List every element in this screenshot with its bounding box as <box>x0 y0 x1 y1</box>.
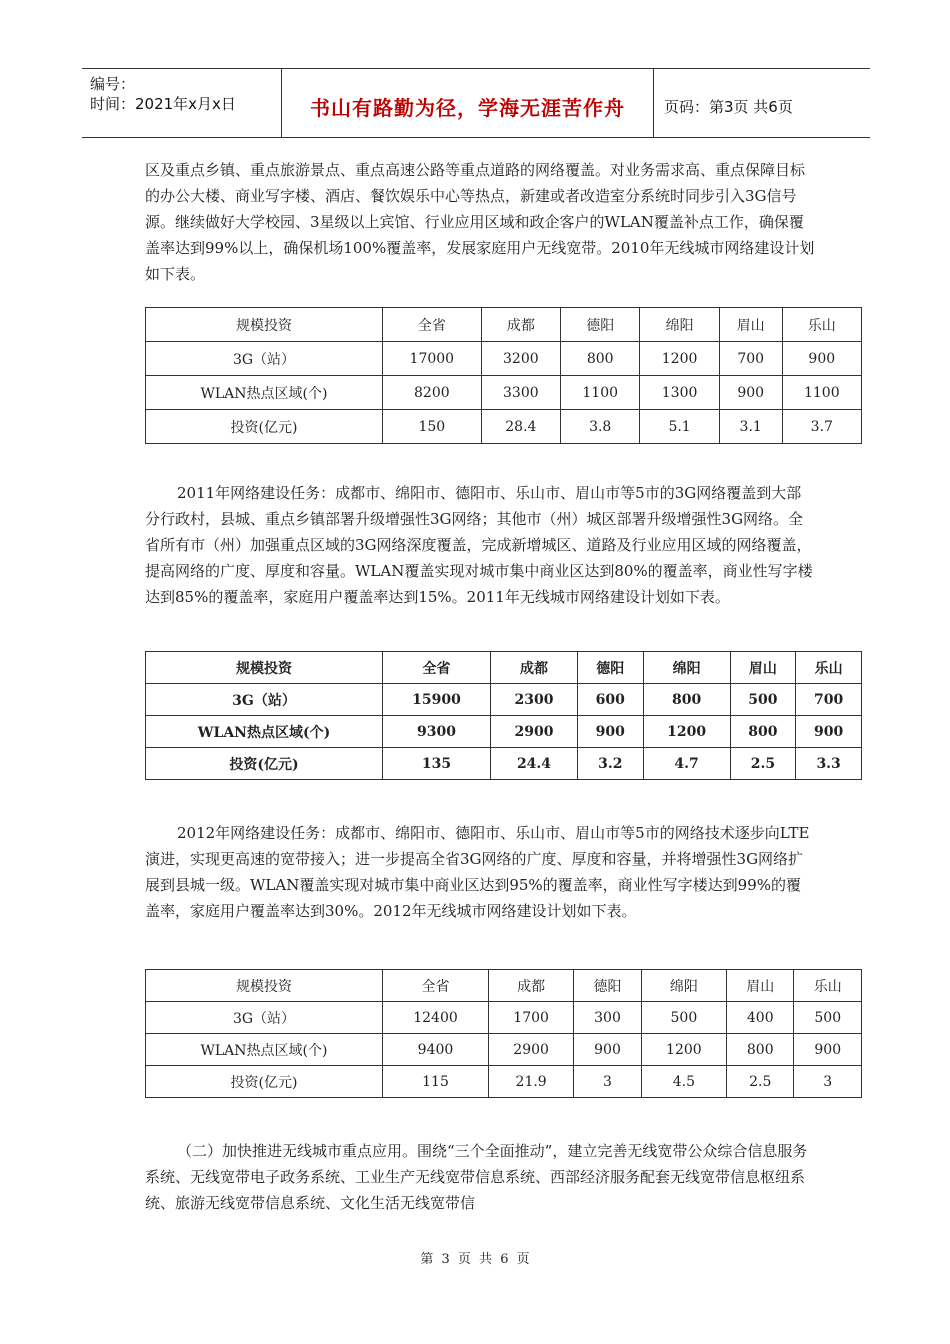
table-cell: 3.2 <box>577 748 643 780</box>
page-header <box>82 68 870 138</box>
header-motto: 书山有路勤为径，学海无涯苦作舟 <box>282 69 654 137</box>
table-row <box>146 1002 862 1034</box>
table-cell: 800 <box>727 1034 794 1066</box>
table-cell: 2900 <box>491 716 578 748</box>
table-cell: 700 <box>796 684 862 716</box>
table-cell: 150 <box>383 410 482 444</box>
table-cell: 5.1 <box>640 410 719 444</box>
table-cell: 2.5 <box>727 1066 794 1098</box>
table-cell: 900 <box>719 376 782 410</box>
table-cell: 900 <box>796 716 862 748</box>
table-cell: 规模投资 <box>146 308 383 342</box>
table-cell: 900 <box>794 1034 862 1066</box>
table-cell: 1200 <box>641 1034 726 1066</box>
table-cell: 3.3 <box>796 748 862 780</box>
table-cell: 全省 <box>383 970 489 1002</box>
table-cell: 乐山 <box>794 970 862 1002</box>
table-cell: 3G（站） <box>146 684 383 716</box>
doc-date-label: 时间：2021年x月x日 <box>90 95 236 113</box>
table-row <box>146 1066 862 1098</box>
page-footer: 第 3 页 共 6 页 <box>420 1252 530 1267</box>
table-cell: 眉山 <box>730 652 796 684</box>
table-cell: 900 <box>574 1034 641 1066</box>
table-cell: 3G（站） <box>146 342 383 376</box>
table-cell: 1300 <box>640 376 719 410</box>
table-cell: 投资(亿元) <box>146 1066 383 1098</box>
table-cell: 2900 <box>488 1034 573 1066</box>
table-cell: 成都 <box>491 652 578 684</box>
table-cell: 眉山 <box>727 970 794 1002</box>
table-row <box>146 716 862 748</box>
table-cell: 9400 <box>383 1034 489 1066</box>
table-cell: 3.7 <box>782 410 861 444</box>
table-cell: 绵阳 <box>640 308 719 342</box>
table-row <box>146 342 862 376</box>
table-cell: 17000 <box>383 342 482 376</box>
table-cell: 1100 <box>561 376 640 410</box>
table-cell: 600 <box>577 684 643 716</box>
table-cell: 4.7 <box>643 748 730 780</box>
table-cell: 500 <box>794 1002 862 1034</box>
paragraph-2011: 2011年网络建设任务：成都市、绵阳市、德阳市、乐山市、眉山市等5市的3G网络覆盖到大部分行政村，县城、重点乡镇部署升级增强性3G网络；其他市（州）城区部署升级增强性3G网络。全省所有市（州）加强重点区域的3G网络深度覆盖，完成新增城区、道路及行业应用区域的网络覆盖，提高网络的广度、厚度和容量。WLAN覆盖实现对城市集中商业区达到80%的覆盖率，商业性写字楼达到85%的覆盖率，家庭用户覆盖率达到15%。2011年无线城市网络建设计划如下表。 <box>145 484 813 606</box>
table-cell: 21.9 <box>488 1066 573 1098</box>
table-cell: 12400 <box>383 1002 489 1034</box>
table-cell: 900 <box>577 716 643 748</box>
paragraph-key-applications: （二）加快推进无线城市重点应用。围绕“三个全面推动”，建立完善无线宽带公众综合信息服务系统、无线宽带电子政务系统、工业生产无线宽带信息系统、西部经济服务配套无线宽带信息枢纽系统、旅游无线宽带信息系统、文化生活无线宽带信 <box>145 1142 808 1212</box>
table-cell: 2.5 <box>730 748 796 780</box>
doc-number-label: 编号： <box>90 75 136 93</box>
table-2010-plan <box>145 307 862 444</box>
table-header-row <box>146 970 862 1002</box>
table-cell: 1200 <box>640 342 719 376</box>
table-cell: WLAN热点区域(个) <box>146 376 383 410</box>
table-cell: 700 <box>719 342 782 376</box>
table-cell: 800 <box>730 716 796 748</box>
paragraph-intro: 区及重点乡镇、重点旅游景点、重点高速公路等重点道路的网络覆盖。对业务需求高、重点保障目标的办公大楼、商业写字楼、酒店、餐饮娱乐中心等热点，新建或者改造室分系统时同步引入3G信号源。继续做好大学校园、3星级以上宾馆、行业应用区域和政企客户的WLAN覆盖补点工作，确保覆盖率达到99%以上，确保机场100%覆盖率，发展家庭用户无线宽带。2010年无线城市网络建设计划如下表。 <box>145 161 815 283</box>
table-cell: 115 <box>383 1066 489 1098</box>
table-cell: 3.8 <box>561 410 640 444</box>
table-cell: 全省 <box>383 308 482 342</box>
table-cell: 400 <box>727 1002 794 1034</box>
table-cell: 500 <box>730 684 796 716</box>
table-2012-plan <box>145 969 862 1098</box>
table-cell: 135 <box>383 748 491 780</box>
table-cell: 300 <box>574 1002 641 1034</box>
header-page-number: 页码：第3页 共6页 <box>664 97 793 116</box>
table-cell: 4.5 <box>641 1066 726 1098</box>
table-header-row <box>146 308 862 342</box>
table-cell: 500 <box>641 1002 726 1034</box>
table-cell: 绵阳 <box>641 970 726 1002</box>
table-cell: 3200 <box>481 342 560 376</box>
table-cell: 乐山 <box>796 652 862 684</box>
table-cell: 成都 <box>488 970 573 1002</box>
table-header-row <box>146 652 862 684</box>
table-cell: 28.4 <box>481 410 560 444</box>
table-row <box>146 1034 862 1066</box>
table-row <box>146 748 862 780</box>
table-cell: 眉山 <box>719 308 782 342</box>
table-cell: 3G（站） <box>146 1002 383 1034</box>
table-row <box>146 410 862 444</box>
table-cell: WLAN热点区域(个) <box>146 1034 383 1066</box>
table-cell: 投资(亿元) <box>146 410 383 444</box>
table-cell: 规模投资 <box>146 970 383 1002</box>
table-cell: 15900 <box>383 684 491 716</box>
table-cell: 800 <box>643 684 730 716</box>
table-cell: 3 <box>574 1066 641 1098</box>
table-cell: 9300 <box>383 716 491 748</box>
table-cell: 成都 <box>481 308 560 342</box>
table-cell: 规模投资 <box>146 652 383 684</box>
table-cell: 1100 <box>782 376 861 410</box>
table-cell: 8200 <box>383 376 482 410</box>
paragraph-2012: 2012年网络建设任务：成都市、绵阳市、德阳市、乐山市、眉山市等5市的网络技术逐步向LTE演进，实现更高速的宽带接入；进一步提高全省3G网络的广度、厚度和容量，并将增强性3G网络扩展到县城一级。WLAN覆盖实现对城市集中商业区达到95%的覆盖率，商业性写字楼达到99%的覆盖率，家庭用户覆盖率达到30%。2012年无线城市网络建设计划如下表。 <box>145 824 810 920</box>
table-cell: 3.1 <box>719 410 782 444</box>
table-cell: 1700 <box>488 1002 573 1034</box>
header-left-cell <box>82 69 282 137</box>
table-2011-plan <box>145 651 862 780</box>
table-cell: 全省 <box>383 652 491 684</box>
table-cell: WLAN热点区域(个) <box>146 716 383 748</box>
table-cell: 德阳 <box>574 970 641 1002</box>
table-cell: 800 <box>561 342 640 376</box>
table-row <box>146 684 862 716</box>
table-cell: 3300 <box>481 376 560 410</box>
table-cell: 2300 <box>491 684 578 716</box>
table-cell: 德阳 <box>577 652 643 684</box>
table-cell: 1200 <box>643 716 730 748</box>
table-row <box>146 376 862 410</box>
table-cell: 乐山 <box>782 308 861 342</box>
table-cell: 3 <box>794 1066 862 1098</box>
table-cell: 投资(亿元) <box>146 748 383 780</box>
table-cell: 绵阳 <box>643 652 730 684</box>
table-cell: 德阳 <box>561 308 640 342</box>
table-cell: 24.4 <box>491 748 578 780</box>
table-cell: 900 <box>782 342 861 376</box>
